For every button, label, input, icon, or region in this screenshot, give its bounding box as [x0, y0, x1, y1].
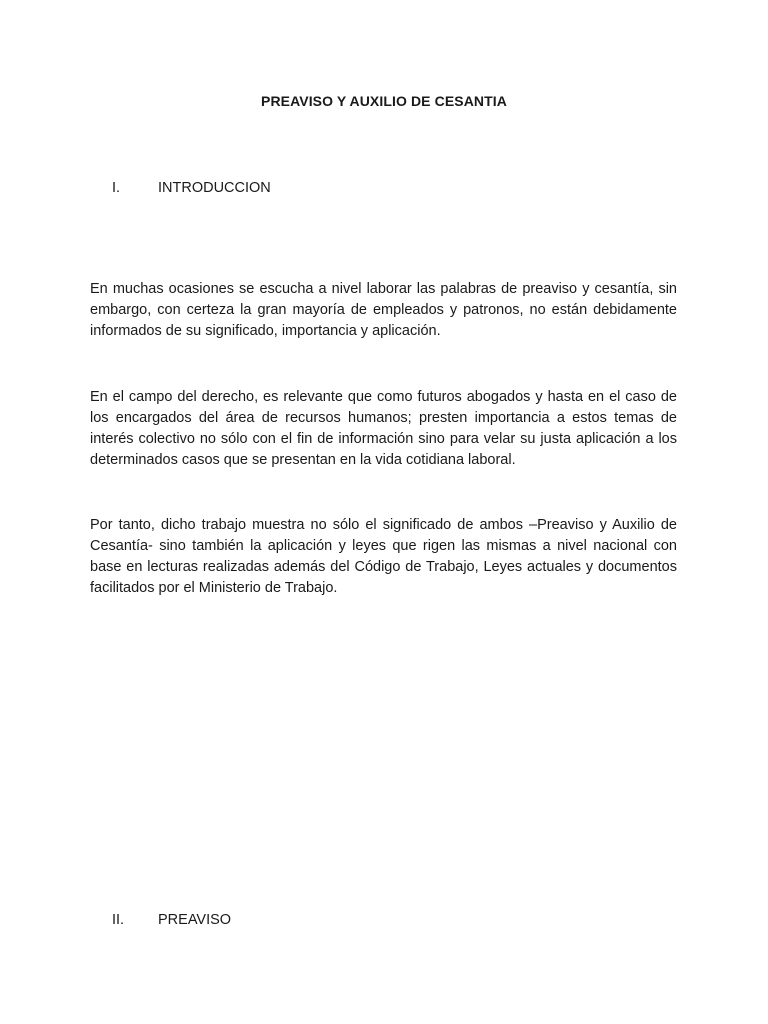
section-heading-introduccion [112, 180, 271, 196]
document-title: PREAVISO Y AUXILIO DE CESANTIA [261, 93, 507, 109]
paragraph: Por tanto, dicho trabajo muestra no sólo el significado de ambos –Preaviso y Auxilio de Cesantía- sino también la aplicación y leyes que rigen las mismas a nivel nacional con base en lecturas realizadas además del Código de Trabajo, Leyes actuales y documentos facilitados por el Ministerio de Trabajo. [90, 517, 677, 596]
section-label: INTRODUCCION [158, 180, 271, 196]
section-label: PREAVISO [158, 912, 232, 928]
section-number: II. [112, 912, 125, 928]
section-heading-preaviso [112, 912, 231, 928]
section-number: I. [112, 180, 121, 196]
paragraph: En el campo del derecho, es relevante que como futuros abogados y hasta en el caso de los encargados del área de recursos humanos; presten importancia a estos temas de interés colectivo no sólo con el fin de información sino para velar su justa aplicación a los determinados casos que se presentan en la vida cotidiana laboral. [90, 389, 677, 468]
paragraph: En muchas ocasiones se escucha a nivel laborar las palabras de preaviso y cesantía, sin embargo, con certeza la gran mayoría de empleados y patronos, no están debidamente informados de su significado, importancia y aplicación. [90, 281, 677, 339]
